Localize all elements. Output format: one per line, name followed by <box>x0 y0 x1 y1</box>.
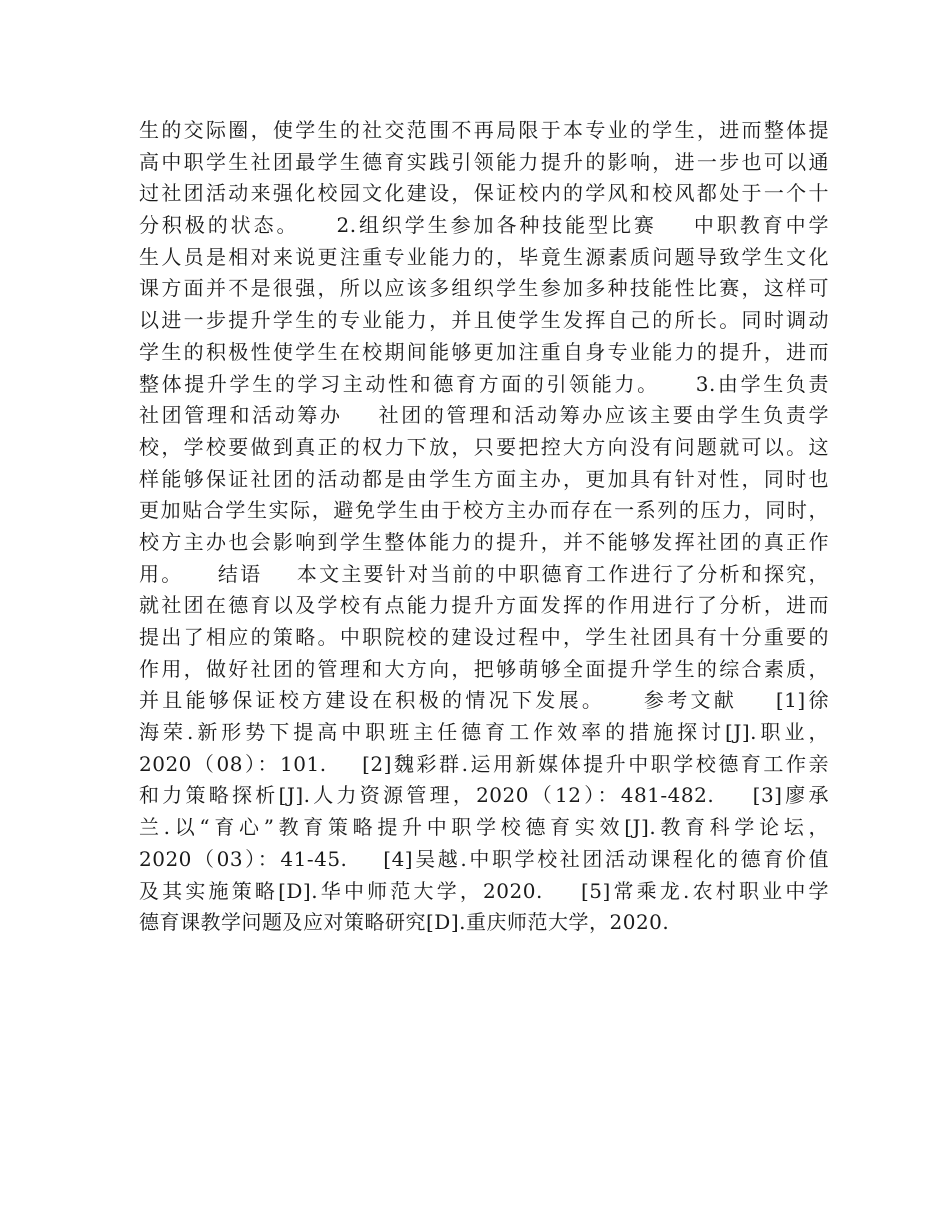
text-line: 作用，做好社团的管理和大方向，把够萌够全面提升学生的综合素质， <box>139 656 829 681</box>
text-line: 社团管理和活动筹办 社团的管理和活动筹办应该主要由学生负责学 <box>139 403 829 428</box>
text-line: 2020（03）：41-45. [4]吴越.中职学校社团活动课程化的德育价值 <box>139 846 829 871</box>
text-line: 生人员是相对来说更注重专业能力的，毕竟生源素质问题导致学生文化 <box>139 244 829 269</box>
text-line: 生的交际圈，使学生的社交范围不再局限于本专业的学生，进而整体提 <box>139 118 829 142</box>
text-line: 及其实施策略[D].华中师范大学，2020. [5]常乘龙.农村职业中学 <box>139 878 829 903</box>
text-line: 以进一步提升学生的专业能力，并且使学生发挥自己的所长。同时调动 <box>139 308 829 333</box>
text-line: 学生的积极性使学生在校期间能够更加注重自身专业能力的提升，进而 <box>139 339 829 364</box>
text-line: 并且能够保证校方建设在积极的情况下发展。 参考文献 [1]徐 <box>139 688 829 713</box>
text-line: 高中职学生社团最学生德育实践引领能力提升的影响，进一步也可以通 <box>139 149 829 174</box>
text-line: 兰.以“育心”教育策略提升中职学校德育实效[J].教育科学论坛， <box>139 815 829 840</box>
text-line: 分积极的状态。 2.组织学生参加各种技能型比赛 中职教育中学 <box>139 213 829 238</box>
text-line: 2020（08）：101. [2]魏彩群.运用新媒体提升中职学校德育工作亲 <box>139 751 829 776</box>
text-line: 更加贴合学生实际，避免学生由于校方主办而存在一系列的压力，同时， <box>139 498 829 523</box>
body-text <box>139 115 829 939</box>
text-line: 样能够保证社团的活动都是由学生方面主办，更加具有针对性，同时也 <box>139 466 829 491</box>
text-line: 海荣.新形势下提高中职班主任德育工作效率的措施探讨[J].职业， <box>139 720 829 745</box>
text-line: 校方主办也会影响到学生整体能力的提升，并不能够发挥社团的真正作 <box>139 529 829 554</box>
text-line: 德育课教学问题及应对策略研究[D].重庆师范大学，2020. <box>139 910 670 935</box>
text-line: 校，学校要做到真正的权力下放，只要把控大方向没有问题就可以。这 <box>139 434 829 459</box>
text-line: 课方面并不是很强，所以应该多组织学生参加多种技能性比赛，这样可 <box>139 276 829 301</box>
text-line: 过社团活动来强化校园文化建设，保证校内的学风和校风都处于一个十 <box>139 181 829 206</box>
text-line: 提出了相应的策略。中职院校的建设过程中，学生社团具有十分重要的 <box>139 625 829 649</box>
text-line: 用。 结语 本文主要针对当前的中职德育工作进行了分析和探究， <box>139 561 829 586</box>
text-line: 和力策略探析[J].人力资源管理，2020（12）：481-482. [3]廖承 <box>139 783 829 808</box>
text-line: 整体提升学生的学习主动性和德育方面的引领能力。 3.由学生负责 <box>139 371 829 396</box>
text-line: 就社团在德育以及学校有点能力提升方面发挥的作用进行了分析，进而 <box>139 593 829 618</box>
